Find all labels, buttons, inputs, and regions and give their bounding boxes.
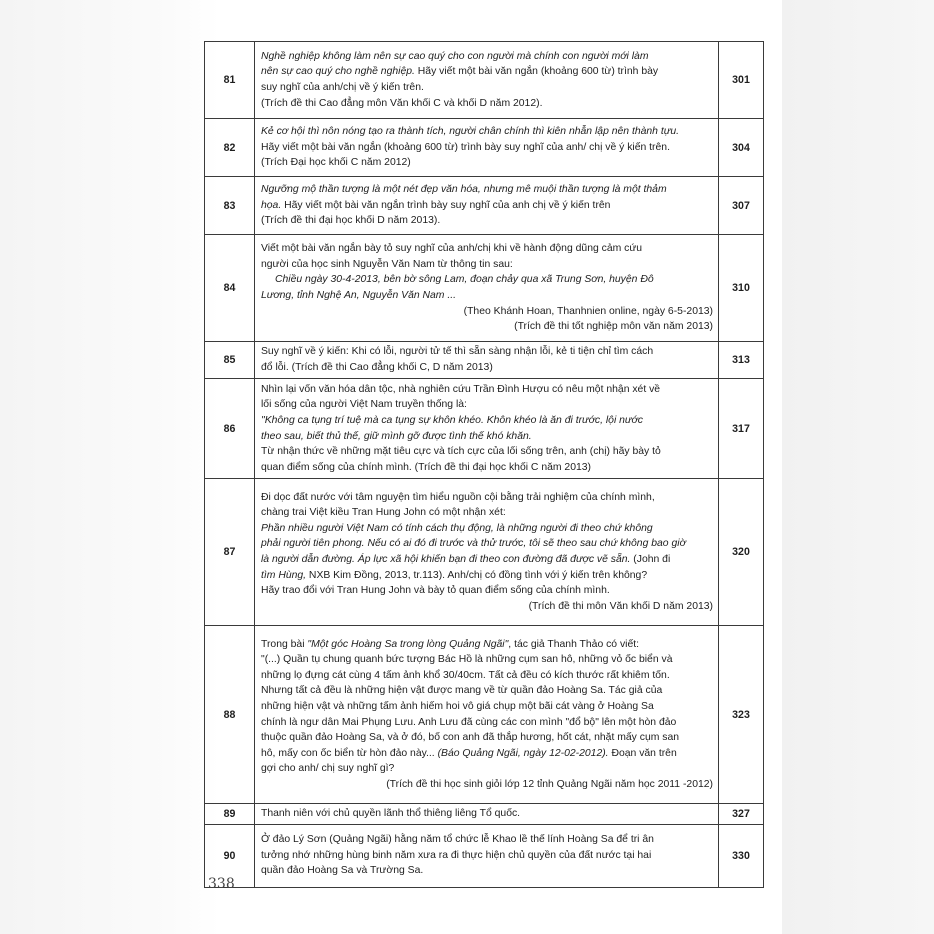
page-reference: 320 <box>719 479 764 626</box>
text-segment: NXB Kim Đồng, 2013, tr.113). Anh/chị có đồng tình với ý kiến trên không? <box>306 569 648 581</box>
text-segment: Hãy viết một bài văn ngắn (khoảng 600 từ) trình bày <box>414 66 659 78</box>
page-reference: 330 <box>719 824 764 887</box>
table-row <box>205 626 764 804</box>
text-line: Chiều ngày 30-4-2013, bên bờ sông Lam, đoạn chảy qua xã Trung Sơn, huyện Đô <box>275 274 654 286</box>
question-text <box>255 177 719 235</box>
text-line: người của học sinh Nguyễn Văn Nam từ thông tin sau: <box>261 258 513 270</box>
text-segment: Đoạn văn trên <box>608 747 677 759</box>
text-line <box>261 637 713 653</box>
text-line: "(...) Quần tụ chung quanh bức tượng Bác Hồ là những cụm san hô, những vỏ ốc biển và <box>261 654 673 666</box>
text-line: Phần nhiều người Việt Nam có tính cách thụ động, là những người đi theo chứ không <box>261 522 653 534</box>
text-line <box>261 552 713 568</box>
text-line: (Trích đề thi tốt nghiệp môn văn năm 2013) <box>514 321 713 333</box>
text-line: đổ lỗi. (Trích đề thi Cao đẳng khối C, D năm 2013) <box>261 362 493 373</box>
text-line: Nghề nghiệp không làm nên sự cao quý cho con người mà chính con người mới làm <box>261 50 649 62</box>
question-text <box>255 379 719 479</box>
page-reference: 301 <box>719 42 764 119</box>
question-text <box>255 479 719 626</box>
text-line: (Theo Khánh Hoan, Thanhnien online, ngày 6-5-2013) <box>463 305 713 317</box>
text-line: chàng trai Việt kiều Tran Hung John có một nhận xét: <box>261 507 506 519</box>
text-segment: họa. <box>261 199 282 211</box>
page-number: 338 <box>208 876 235 892</box>
text-line: "Không ca tụng trí tuệ mà ca tụng sự khôn khéo. Khôn khéo là ăn đi trước, lội nước <box>261 414 643 426</box>
text-line: chính là ngư dân Mai Phụng Lưu. Anh Lưu đã cùng các con mình "đổ bộ" lên một hòn đảo <box>261 716 677 728</box>
index-table-body <box>205 42 764 888</box>
question-text <box>255 824 719 887</box>
question-number: 83 <box>205 177 255 235</box>
text-line: những lọ đựng cát cùng 4 tấm ảnh khổ 30/40cm. Tất cả đều có kích thước rất khiêm tốn. <box>261 669 670 681</box>
text-line: Viết một bài văn ngắn bày tỏ suy nghĩ của anh/chị khi về hành động dũng cảm cứu <box>261 243 643 255</box>
text-line: (Trích đề thi đại học khối D năm 2013). <box>261 215 441 227</box>
table-row <box>205 42 764 119</box>
text-line: quần đảo Hoàng Sa và Trường Sa. <box>261 865 424 877</box>
text-line: thuộc quần đảo Hoàng Sa, và ở đó, bố con anh đã thắp hương, hốt cát, nhặt mấy cụm san <box>261 732 680 744</box>
text-line: Từ nhận thức về những mặt tiêu cực và tích cực của lối sống trên, anh (chị) hãy bày tỏ <box>261 446 661 458</box>
text-line: Hãy trao đổi với Tran Hung John và bày tỏ quan điểm sống của chính mình. <box>261 585 610 597</box>
question-text <box>255 342 719 379</box>
question-number: 84 <box>205 235 255 342</box>
text-line <box>261 64 713 80</box>
text-line: gợi cho anh/ chị suy nghĩ gì? <box>261 763 395 775</box>
table-row <box>205 177 764 235</box>
page-reference: 327 <box>719 804 764 825</box>
text-line: phải người tiên phong. Nếu có ai đó đi trước và thử trước, tôi sẽ theo sau chứ không bao giờ <box>261 538 686 550</box>
question-number: 85 <box>205 342 255 379</box>
question-text <box>255 119 719 177</box>
text-line: Thanh niên với chủ quyền lãnh thổ thiêng liêng Tổ quốc. <box>261 808 521 819</box>
text-segment: là người dẫn đường. Áp lực xã hội khiến bạn đi theo con đường đã được vẽ sẵn. <box>261 554 631 565</box>
text-line <box>261 746 713 762</box>
table-row <box>205 379 764 479</box>
text-line: quan điểm sống của chính mình. (Trích đề thi đại học khối C năm 2013) <box>261 461 591 473</box>
text-line: suy nghĩ của anh/chị về ý kiến trên. <box>261 82 424 93</box>
text-line <box>261 568 713 584</box>
question-number: 89 <box>205 804 255 825</box>
text-line: Ở đảo Lý Sơn (Quảng Ngãi) hằng năm tổ chức lễ Khao lề thế lính Hoàng Sa để tri ân <box>261 834 654 846</box>
text-line: tưởng nhớ những hùng binh năm xưa ra đi thực hiện chủ quyền của đất nước tại hai <box>261 849 652 861</box>
question-text <box>255 626 719 804</box>
page-reference: 307 <box>719 177 764 235</box>
table-row <box>205 235 764 342</box>
text-segment: "Một góc Hoàng Sa trong lòng Quảng Ngãi" <box>307 638 509 650</box>
question-number: 86 <box>205 379 255 479</box>
table-row <box>205 119 764 177</box>
text-line: những hiện vật và những tấm ảnh hiếm hoi vô giá chụp một bãi cát vàng ở Hoàng Sa <box>261 700 654 712</box>
text-segment: Trong bài <box>261 638 308 650</box>
question-number: 88 <box>205 626 255 804</box>
page-reference: 310 <box>719 235 764 342</box>
text-line <box>261 198 713 214</box>
text-segment: (Báo Quảng Ngãi, ngày 12-02-2012). <box>437 747 609 759</box>
text-line: Nhưng tất cả đều là những hiện vật được mang về từ quần đảo Hoàng Sa. Tác giả của <box>261 685 663 697</box>
text-line: Nhìn lại vốn văn hóa dân tộc, nhà nghiên cứu Trần Đình Hượu có nêu một nhận xét về <box>261 383 661 395</box>
text-segment: nên sự cao quý cho nghề nghiệp. <box>261 66 415 78</box>
text-line: (Trích đề thi học sinh giỏi lớp 12 tỉnh Quảng Ngãi năm học 2011 -2012) <box>386 778 713 790</box>
page-reference: 317 <box>719 379 764 479</box>
text-line: Đi dọc đất nước với tâm nguyện tìm hiểu nguồn cội bằng trải nghiệm của chính mình, <box>261 491 655 503</box>
text-segment: Hãy viết một bài văn ngắn trình bày suy nghĩ của anh chị về ý kiến trên <box>281 199 611 211</box>
text-line: (Trích Đại học khối C năm 2012) <box>261 157 411 169</box>
page-reference: 323 <box>719 626 764 804</box>
text-segment: tìm Hùng, <box>261 569 307 581</box>
question-number: 81 <box>205 42 255 119</box>
text-line: Lương, tỉnh Nghệ An, Nguyễn Văn Nam ... <box>261 290 457 301</box>
text-segment: (John đi <box>630 554 671 565</box>
text-line: Suy nghĩ về ý kiến: Khi có lỗi, người tử tế thì sẵn sàng nhận lỗi, kẻ ti tiện chỉ tìm cách <box>261 346 654 358</box>
question-number: 87 <box>205 479 255 626</box>
question-number: 82 <box>205 119 255 177</box>
page-reference: 313 <box>719 342 764 379</box>
page-edge-shadow <box>782 0 934 934</box>
page-reference: 304 <box>719 119 764 177</box>
text-line: lối sống của người Việt Nam truyền thống là: <box>261 399 467 411</box>
question-text <box>255 235 719 342</box>
table-row <box>205 479 764 626</box>
question-number: 90 <box>205 824 255 887</box>
text-line: (Trích đề thi môn Văn khối D năm 2013) <box>528 600 713 612</box>
text-line: (Trích đề thi Cao đẳng môn Văn khối C và khối D năm 2012). <box>261 97 543 109</box>
text-line: theo sau, biết thủ thế, giữ mình gỡ được tình thế khó khăn. <box>261 430 532 442</box>
text-segment: , tác giả Thanh Thảo có viết: <box>508 638 640 650</box>
text-line: Hãy viết một bài văn ngắn (khoảng 600 từ) trình bày suy nghĩ của anh/ chị về ý kiến trên. <box>261 141 670 153</box>
question-text <box>255 42 719 119</box>
table-row <box>205 824 764 887</box>
table-row <box>205 342 764 379</box>
index-table <box>204 41 764 888</box>
table-row <box>205 804 764 825</box>
text-line: Ngưỡng mộ thần tượng là một nét đẹp văn hóa, nhưng mê muội thần tượng là một thảm <box>261 184 667 196</box>
text-line: Kẻ cơ hội thì nôn nóng tạo ra thành tích, người chân chính thì kiên nhẫn lập nên thành tựu. <box>261 126 679 138</box>
question-text <box>255 804 719 825</box>
text-segment: hô, mấy con ốc biển từ hòn đảo này... <box>261 747 438 759</box>
